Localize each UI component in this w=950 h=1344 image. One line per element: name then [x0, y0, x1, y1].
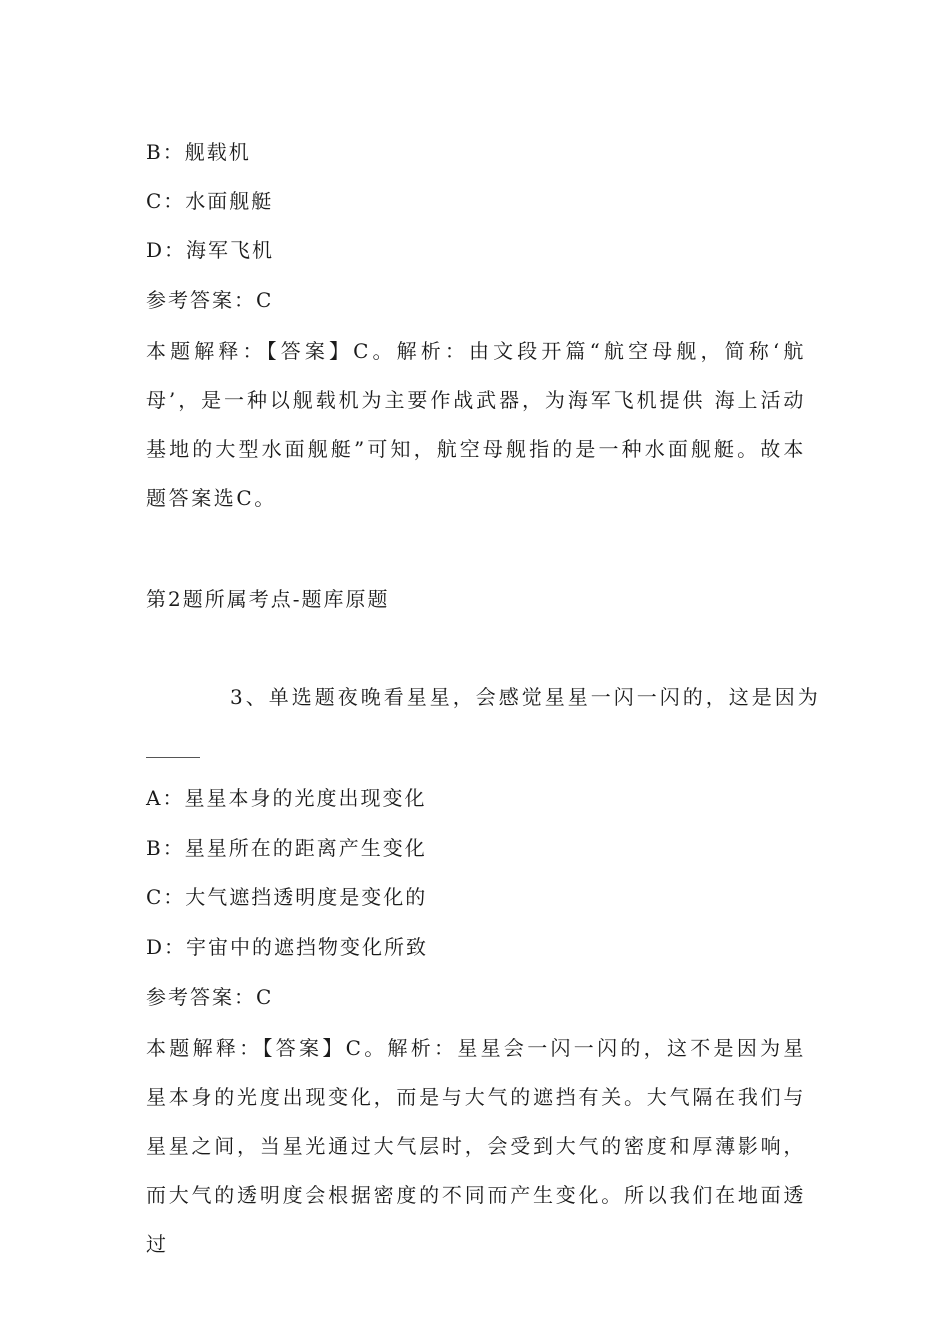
q2-option-c: C：水面舰艇 — [146, 189, 274, 213]
q2-option-d: D：海军飞机 — [146, 238, 275, 262]
q2-topic: 第2题所属考点-题库原题 — [146, 587, 390, 611]
q3-option-c: C：大气遮挡透明度是变化的 — [146, 885, 428, 909]
q2-answer: 参考答案：C — [146, 288, 274, 312]
q2-option-b: B：舰载机 — [146, 140, 251, 164]
q3-option-a: A：星星本身的光度出现变化 — [146, 786, 427, 810]
q3-question: 3、单选题夜晚看星星，会感觉星星一闪一闪的，这是因为 — [230, 685, 821, 709]
q3-answer-blank — [146, 757, 200, 758]
q3-option-b: B：星星所在的距离产生变化 — [146, 836, 427, 860]
q3-answer: 参考答案：C — [146, 985, 274, 1009]
q2-explanation: 本题解释：【答案】C。解析：由文段开篇“航空母舰，简称‘航母’，是一种以舰载机为主要作战武器，为海军飞机提供 海上活动基地的大型水面舰艇”可知，航空母舰指的是一种水面舰艇。故本题答案选C。 — [146, 339, 806, 510]
q3-explanation: 本题解释：【答案】C。解析：星星会一闪一闪的，这不是因为星星本身的光度出现变化，而是与大气的遮挡有关。大气隔在我们与星星之间，当星光通过大气层时，会受到大气的密度和厚薄影响，而大气的透明度会根据密度的不同而产生变化。所以我们在地面透过 — [146, 1036, 806, 1256]
q3-option-d: D：宇宙中的遮挡物变化所致 — [146, 935, 429, 959]
